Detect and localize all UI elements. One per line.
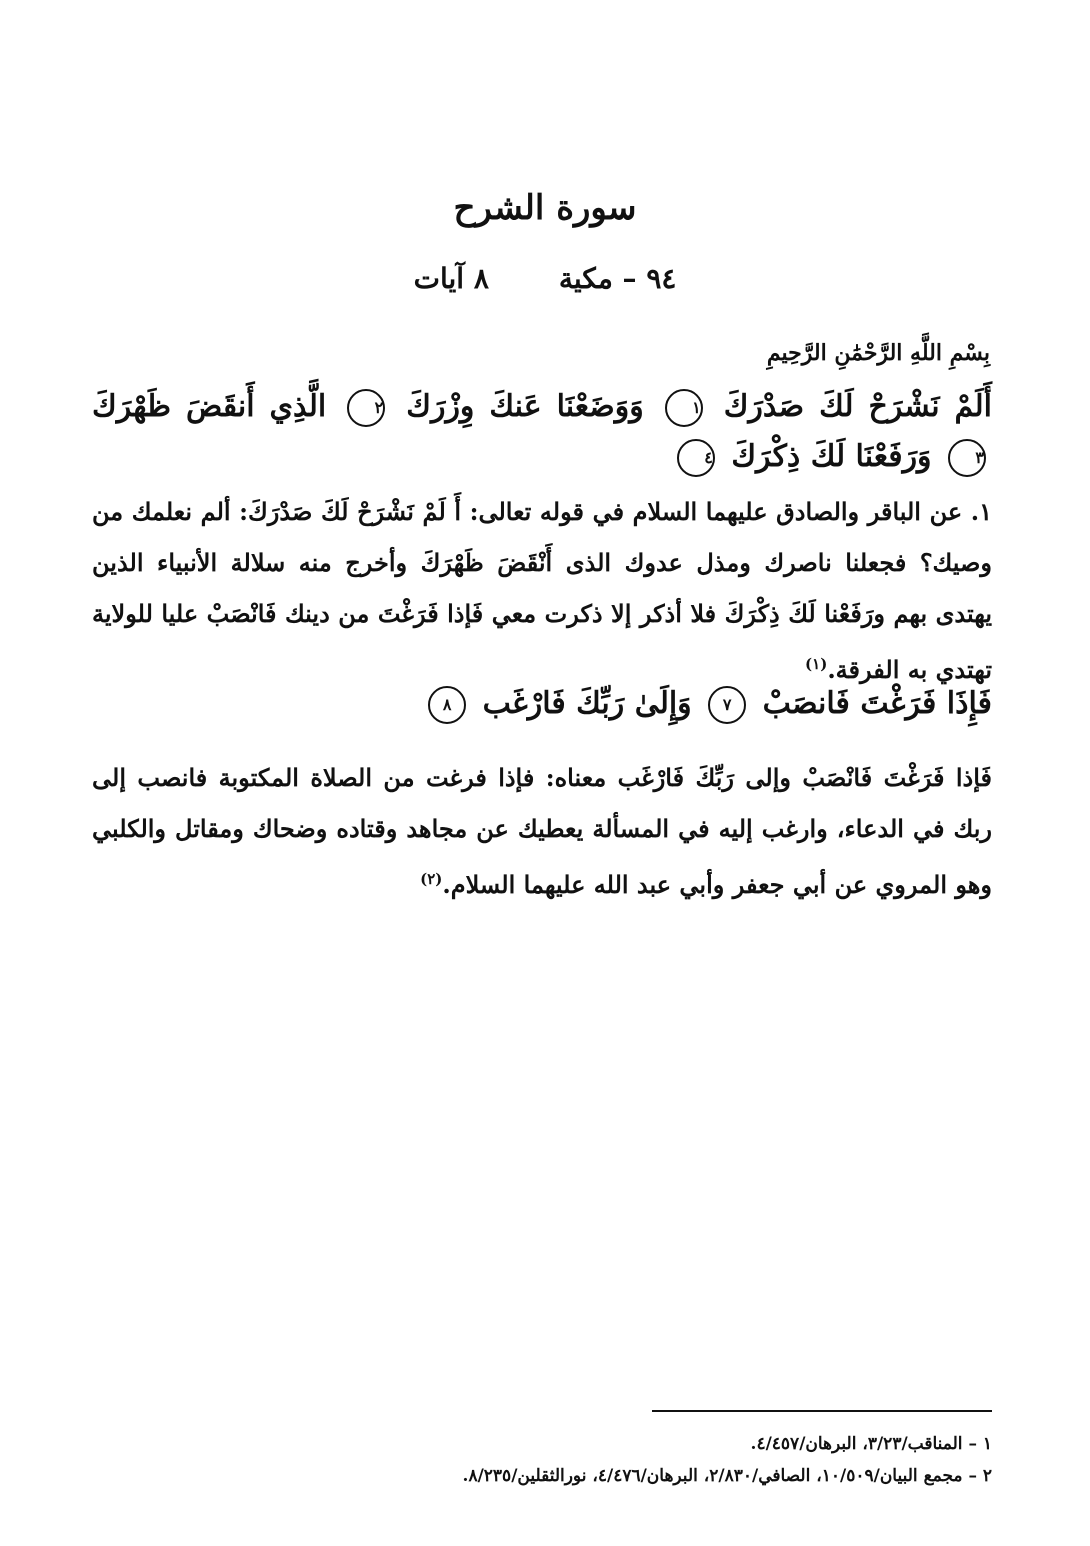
ayah-marker: ٨ [428, 686, 466, 724]
footnotes [92, 1428, 992, 1492]
commentary-paragraph-2 [92, 752, 992, 910]
commentary-text: فَإذا فَرَغْتَ فَانْصَبْ وإلى رَبِّكَ فَارْغَب معناه: فإذا فرغت من الصلاة المكتوبة فانصب إلى ربك في الدعاء، وارغب إليه في المسألة يعطيك عن مجاهد وقتاده وضحاك ومقاتل والكلبي وهو المروي عن أبي جعفر وأبي عبد الله عليهما السلام. [92, 763, 992, 899]
surah-title: سورة الشرح [453, 188, 637, 228]
ayah-marker: ٢ [347, 389, 385, 427]
footnote-ref: (١) [805, 655, 828, 673]
verse-text: فَإِذَا فَرَغْتَ فَانصَبْ [762, 686, 992, 721]
surah-number-type: ٩٤ – مكية [558, 262, 677, 295]
verse-text: وَوَضَعْنَا عَنكَ وِزْرَكَ [406, 389, 644, 424]
verse-text: وَإِلَىٰ رَبِّكَ فَارْغَب [482, 686, 692, 721]
footnote-item: ١ – المناقب/٣/٢٣، البرهان/٤/٤٥٧. [750, 1434, 992, 1454]
commentary-paragraph-1 [92, 486, 992, 695]
surah-info [0, 262, 1090, 295]
verse-text: وَرَفَعْنَا لَكَ ذِكْرَكَ [731, 439, 932, 474]
footnote-item: ٢ – مجمع البيان/١٠/٥٠٩، الصافي/٢/٨٣٠، البرهان/٤/٤٧٦، نورالثقلين/٨/٢٣٥. [462, 1466, 992, 1486]
basmala: بِسْمِ اللَّهِ الرَّحْمَٰنِ الرَّحِيمِ [766, 340, 990, 366]
footnote-divider [652, 1410, 992, 1412]
ayah-marker: ٧ [708, 686, 746, 724]
ayah-marker: ٣ [948, 439, 986, 477]
footnote-ref: (٢) [420, 870, 443, 888]
verses-block-2 [422, 686, 992, 724]
verse-count: ٨ آيات [413, 262, 489, 295]
ayah-marker: ٤ [677, 439, 715, 477]
verse-text: أَلَمْ نَشْرَحْ لَكَ صَدْرَكَ [723, 389, 992, 424]
verse-text: الَّذِي أَنقَضَ ظَهْرَكَ [92, 389, 327, 424]
commentary-text: ١. عن الباقر والصادق عليهما السلام في قوله تعالى: أَ لَمْ نَشْرَحْ لَكَ صَدْرَكَ: ألم نعلمك من وصيك؟ فجعلنا ناصرك ومذل عدوك الذى أَنْقَضَ ظَهْرَكَ وأخرج منه سلالة الأنبياء الذين يهتدى بهم ورَفَعْنا لَكَ ذِكْرَكَ فلا أذكر إلا ذكرت معي فَإذا فَرَغْتَ من دينك فَانْصَبْ عليا للولاية تهتدي به الفرقة. [92, 497, 992, 684]
ayah-marker: ١ [665, 389, 703, 427]
verses-block-1 [92, 382, 992, 482]
